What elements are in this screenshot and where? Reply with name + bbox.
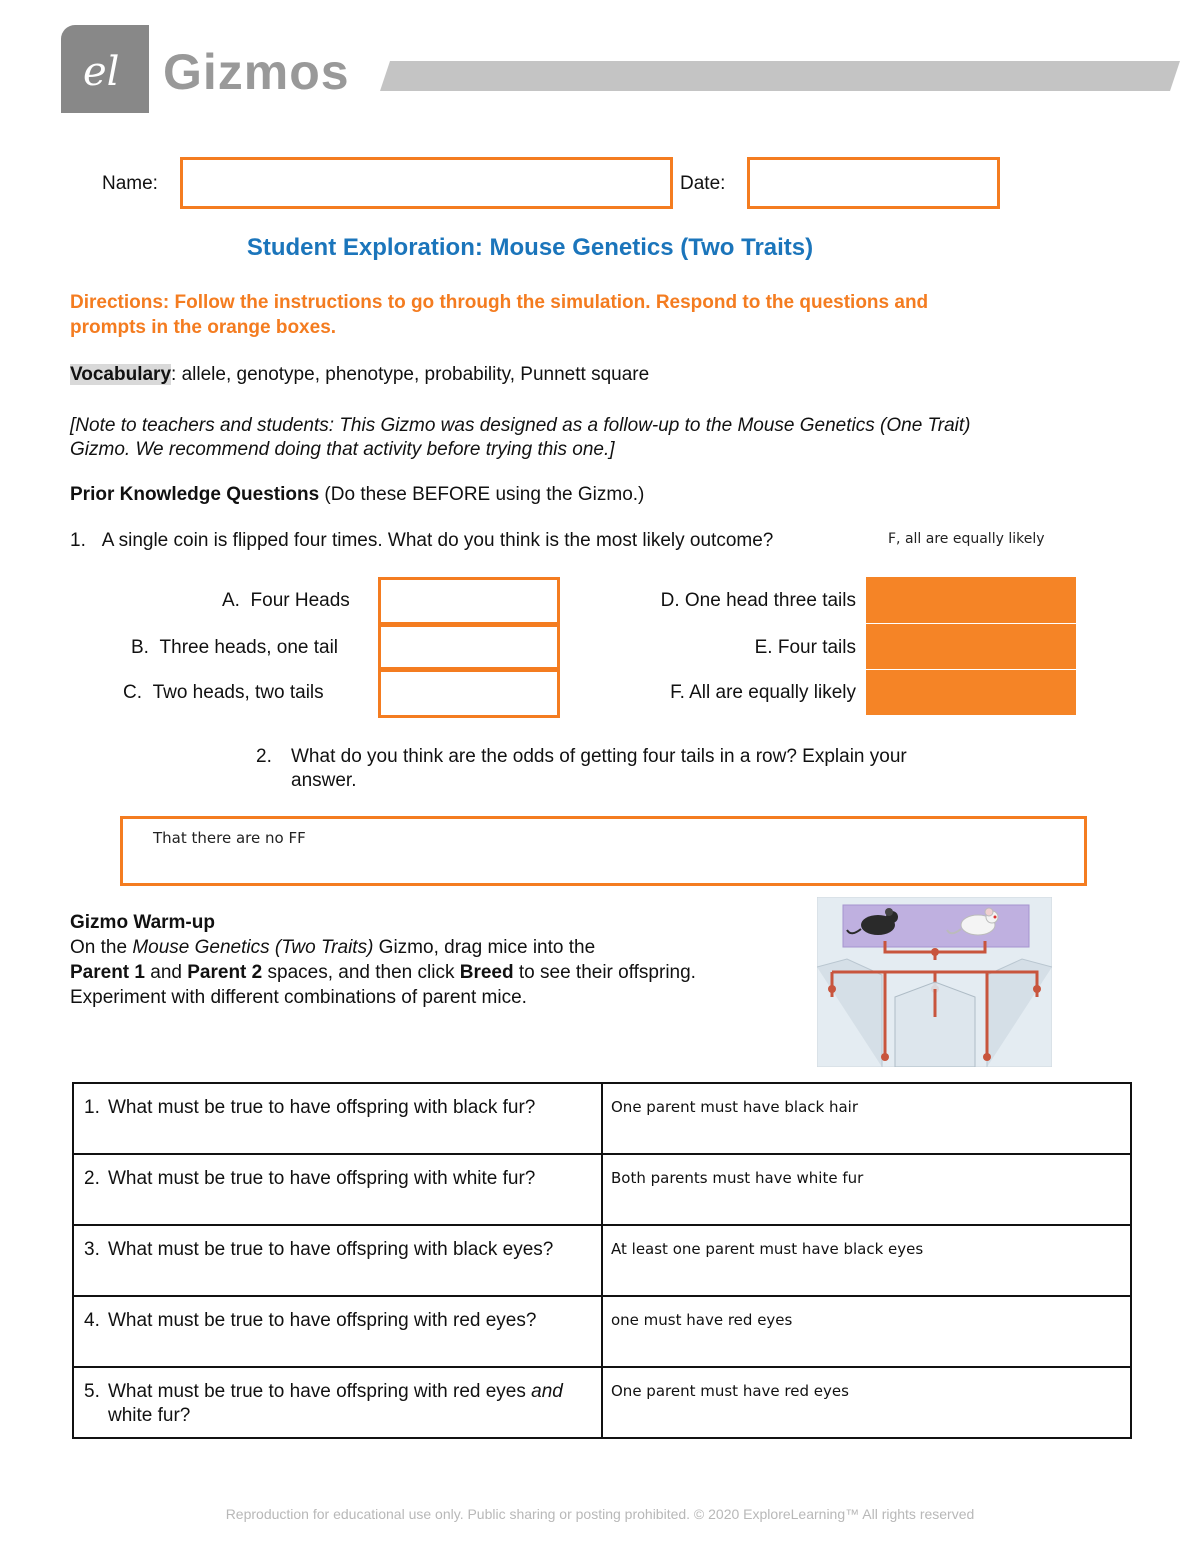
- row-question: What must be true to have offspring with white fur?: [108, 1168, 536, 1189]
- table-row: [73, 1296, 1131, 1367]
- option-c-box[interactable]: [378, 669, 560, 718]
- row-answer: One parent must have black hair: [611, 1098, 859, 1116]
- mouse-breeding-illustration: [817, 897, 1052, 1067]
- option-c-text: Two heads, two tails: [152, 682, 324, 703]
- question-cell: [73, 1225, 602, 1296]
- option-b-letter: B.: [131, 637, 149, 658]
- warmup-breed: Breed: [459, 962, 514, 983]
- table-row: [73, 1225, 1131, 1296]
- gizmos-brand: Gizmos: [163, 44, 350, 100]
- question-1-answer[interactable]: F, all are equally likely: [888, 531, 1045, 547]
- question-1-number: 1.: [70, 530, 86, 551]
- teacher-note: [Note to teachers and students: This Gizmo was designed as a follow-up to the Mouse Genetics (One Trait) Gizmo. We recommend doing that activity before trying this one.]: [70, 415, 971, 460]
- warmup-text-5: to see their offspring. Experiment with different combinations of parent mice.: [70, 962, 696, 1008]
- option-d-box[interactable]: [866, 577, 1076, 623]
- row-number: 5.: [84, 1381, 100, 1402]
- gizmo-warmup: [70, 910, 770, 1010]
- prior-knowledge-title: Prior Knowledge Questions: [70, 484, 320, 505]
- option-f: F. All are equally likely: [670, 682, 856, 703]
- warmup-text-1: On the: [70, 937, 133, 958]
- question-2-answer-box[interactable]: [120, 816, 1087, 886]
- vocabulary-label: Vocabulary: [70, 364, 172, 385]
- question-1-text: A single coin is flipped four times. What do you think is the most likely outcome?: [101, 530, 774, 551]
- row-number: 4.: [84, 1310, 100, 1331]
- table-row: [73, 1154, 1131, 1225]
- footer-copyright: Reproduction for educational use only. Public sharing or posting prohibited. © 2020 ExploreLearning™ All rights reserved: [225, 1506, 975, 1522]
- svg-text:el: el: [83, 49, 120, 95]
- warmup-parent1: Parent 1: [70, 962, 145, 983]
- warmup-text-2: Gizmo, drag mice into the: [373, 937, 596, 958]
- question-cell: [73, 1296, 602, 1367]
- question-cell: [73, 1367, 602, 1438]
- row-question: What must be true to have offspring with black fur?: [108, 1097, 536, 1118]
- option-c: [123, 681, 324, 705]
- option-a: [222, 589, 350, 613]
- date-field[interactable]: [747, 157, 1000, 209]
- option-b-text: Three heads, one tail: [159, 637, 339, 658]
- option-f-box[interactable]: [866, 670, 1076, 715]
- option-b: [131, 636, 338, 660]
- option-a-letter: A.: [222, 590, 240, 611]
- row-question: [108, 1380, 578, 1428]
- question-2-number: 2.: [256, 746, 272, 767]
- answer-cell[interactable]: [602, 1296, 1131, 1367]
- option-e: E. Four tails: [754, 637, 856, 658]
- page-title: Student Exploration: Mouse Genetics (Two Traits): [246, 234, 814, 261]
- row-answer: One parent must have red eyes: [611, 1382, 849, 1400]
- prior-knowledge-subtitle: (Do these BEFORE using the Gizmo.): [319, 484, 645, 505]
- option-d: D. One head three tails: [660, 590, 856, 611]
- row-question-emphasis: and: [531, 1381, 563, 1402]
- prior-knowledge-heading: [70, 483, 644, 507]
- warmup-text-3: and: [144, 962, 188, 983]
- answer-cell[interactable]: [602, 1225, 1131, 1296]
- row-answer: At least one parent must have black eyes: [611, 1240, 924, 1258]
- row-question: What must be true to have offspring with black eyes?: [108, 1239, 554, 1260]
- answer-cell[interactable]: [602, 1367, 1131, 1438]
- question-cell: [73, 1083, 602, 1154]
- option-a-box[interactable]: [378, 577, 560, 625]
- name-field[interactable]: [180, 157, 673, 209]
- warmup-parent2: Parent 2: [187, 962, 263, 983]
- name-label: Name:: [102, 173, 158, 194]
- explorelearning-logo: [61, 25, 149, 113]
- table-row: [73, 1083, 1131, 1154]
- warmup-text-4: spaces, and then click: [262, 962, 460, 983]
- row-question-part: What must be true to have offspring with red eyes: [108, 1381, 532, 1402]
- option-a-text: Four Heads: [250, 590, 350, 611]
- directions: Directions: Follow the instructions to go through the simulation. Respond to the questions and prompts in the orange boxes.: [70, 292, 929, 338]
- answer-cell[interactable]: [602, 1154, 1131, 1225]
- table-row: [73, 1367, 1131, 1438]
- question-2-answer: That there are no FF: [153, 829, 306, 847]
- option-b-box[interactable]: [378, 624, 560, 670]
- row-number: 1.: [84, 1097, 100, 1118]
- question-2-text: What do you think are the odds of getting four tails in a row? Explain your answer.: [291, 746, 907, 791]
- option-e-box[interactable]: [866, 624, 1076, 669]
- row-question-part: white fur?: [108, 1405, 191, 1426]
- vocabulary-terms: : allele, genotype, phenotype, probability, Punnett square: [171, 364, 650, 385]
- warmup-questions-table: [72, 1082, 1132, 1439]
- row-answer: one must have red eyes: [611, 1311, 793, 1329]
- warmup-gizmo-name: Mouse Genetics (Two Traits): [132, 937, 374, 958]
- answer-cell[interactable]: [602, 1083, 1131, 1154]
- row-answer: Both parents must have white fur: [611, 1169, 864, 1187]
- date-label: Date:: [680, 173, 726, 194]
- vocabulary: [70, 363, 649, 387]
- row-question: What must be true to have offspring with red eyes?: [108, 1310, 537, 1331]
- question-cell: [73, 1154, 602, 1225]
- row-number: 2.: [84, 1168, 100, 1189]
- header-bar: [380, 61, 1180, 91]
- warmup-heading: Gizmo Warm-up: [70, 912, 215, 933]
- row-number: 3.: [84, 1239, 100, 1260]
- option-c-letter: C.: [123, 682, 142, 703]
- question-1: [70, 529, 773, 553]
